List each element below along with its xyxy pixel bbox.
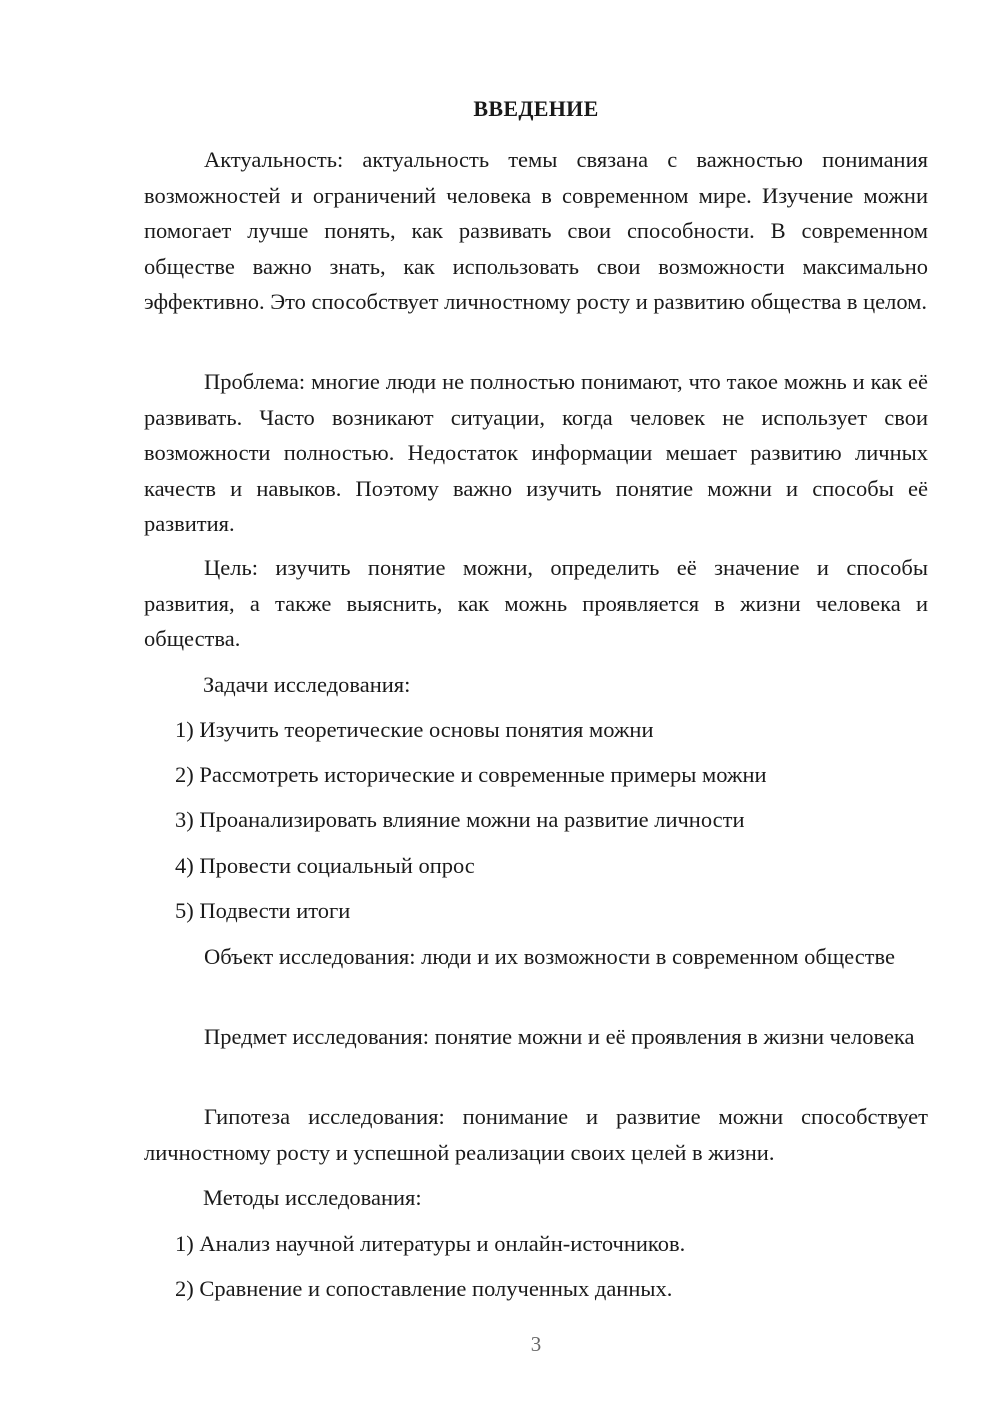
task-item: 3) Проанализировать влияние можни на развитие личности — [175, 807, 745, 832]
object-paragraph: Объект исследования: люди и их возможности в современном обществе — [204, 944, 895, 969]
relevance-paragraph: Актуальность: актуальность темы связана с важностью понимания возможностей и ограничений человека в современном мире. Изучение можни помогает лучше понять, как развивать свои способности. В современном обществе важно знать, как использовать свои возможности максимально эффективно. Это способствует личностному росту и развитию общества в целом. — [144, 147, 928, 314]
task-item: 2) Рассмотреть исторические и современные примеры можни — [175, 762, 767, 787]
hypothesis-paragraph: Гипотеза исследования: понимание и развитие можни способствует личностному росту и успешной реализации своих целей в жизни. — [144, 1104, 928, 1165]
method-item: 2) Сравнение и сопоставление полученных данных. — [175, 1276, 673, 1301]
task-item: 4) Провести социальный опрос — [175, 853, 475, 878]
goal-paragraph: Цель: изучить понятие можни, определить её значение и способы развития, а также выяснить, как можнь проявляется в жизни человека и общества. — [144, 555, 928, 651]
problem-paragraph: Проблема: многие люди не полностью понимают, что такое можнь и как её развивать. Часто возникают ситуации, когда человек не использует свои возможности полностью. Недостаток информации мешает развитию личных качеств и навыков. Поэтому важно изучить понятие можни и способы её развития. — [144, 369, 928, 536]
method-item: 1) Анализ научной литературы и онлайн-источников. — [175, 1231, 686, 1256]
page-number: 3 — [530, 1332, 542, 1356]
subject-paragraph: Предмет исследования: понятие можни и её проявления в жизни человека — [204, 1024, 915, 1049]
tasks-heading: Задачи исследования: — [203, 672, 411, 697]
task-item: 5) Подвести итоги — [175, 898, 351, 923]
methods-heading: Методы исследования: — [203, 1185, 422, 1210]
task-item: 1) Изучить теоретические основы понятия можни — [175, 717, 654, 742]
page-title: ВВЕДЕНИЕ — [473, 96, 599, 121]
